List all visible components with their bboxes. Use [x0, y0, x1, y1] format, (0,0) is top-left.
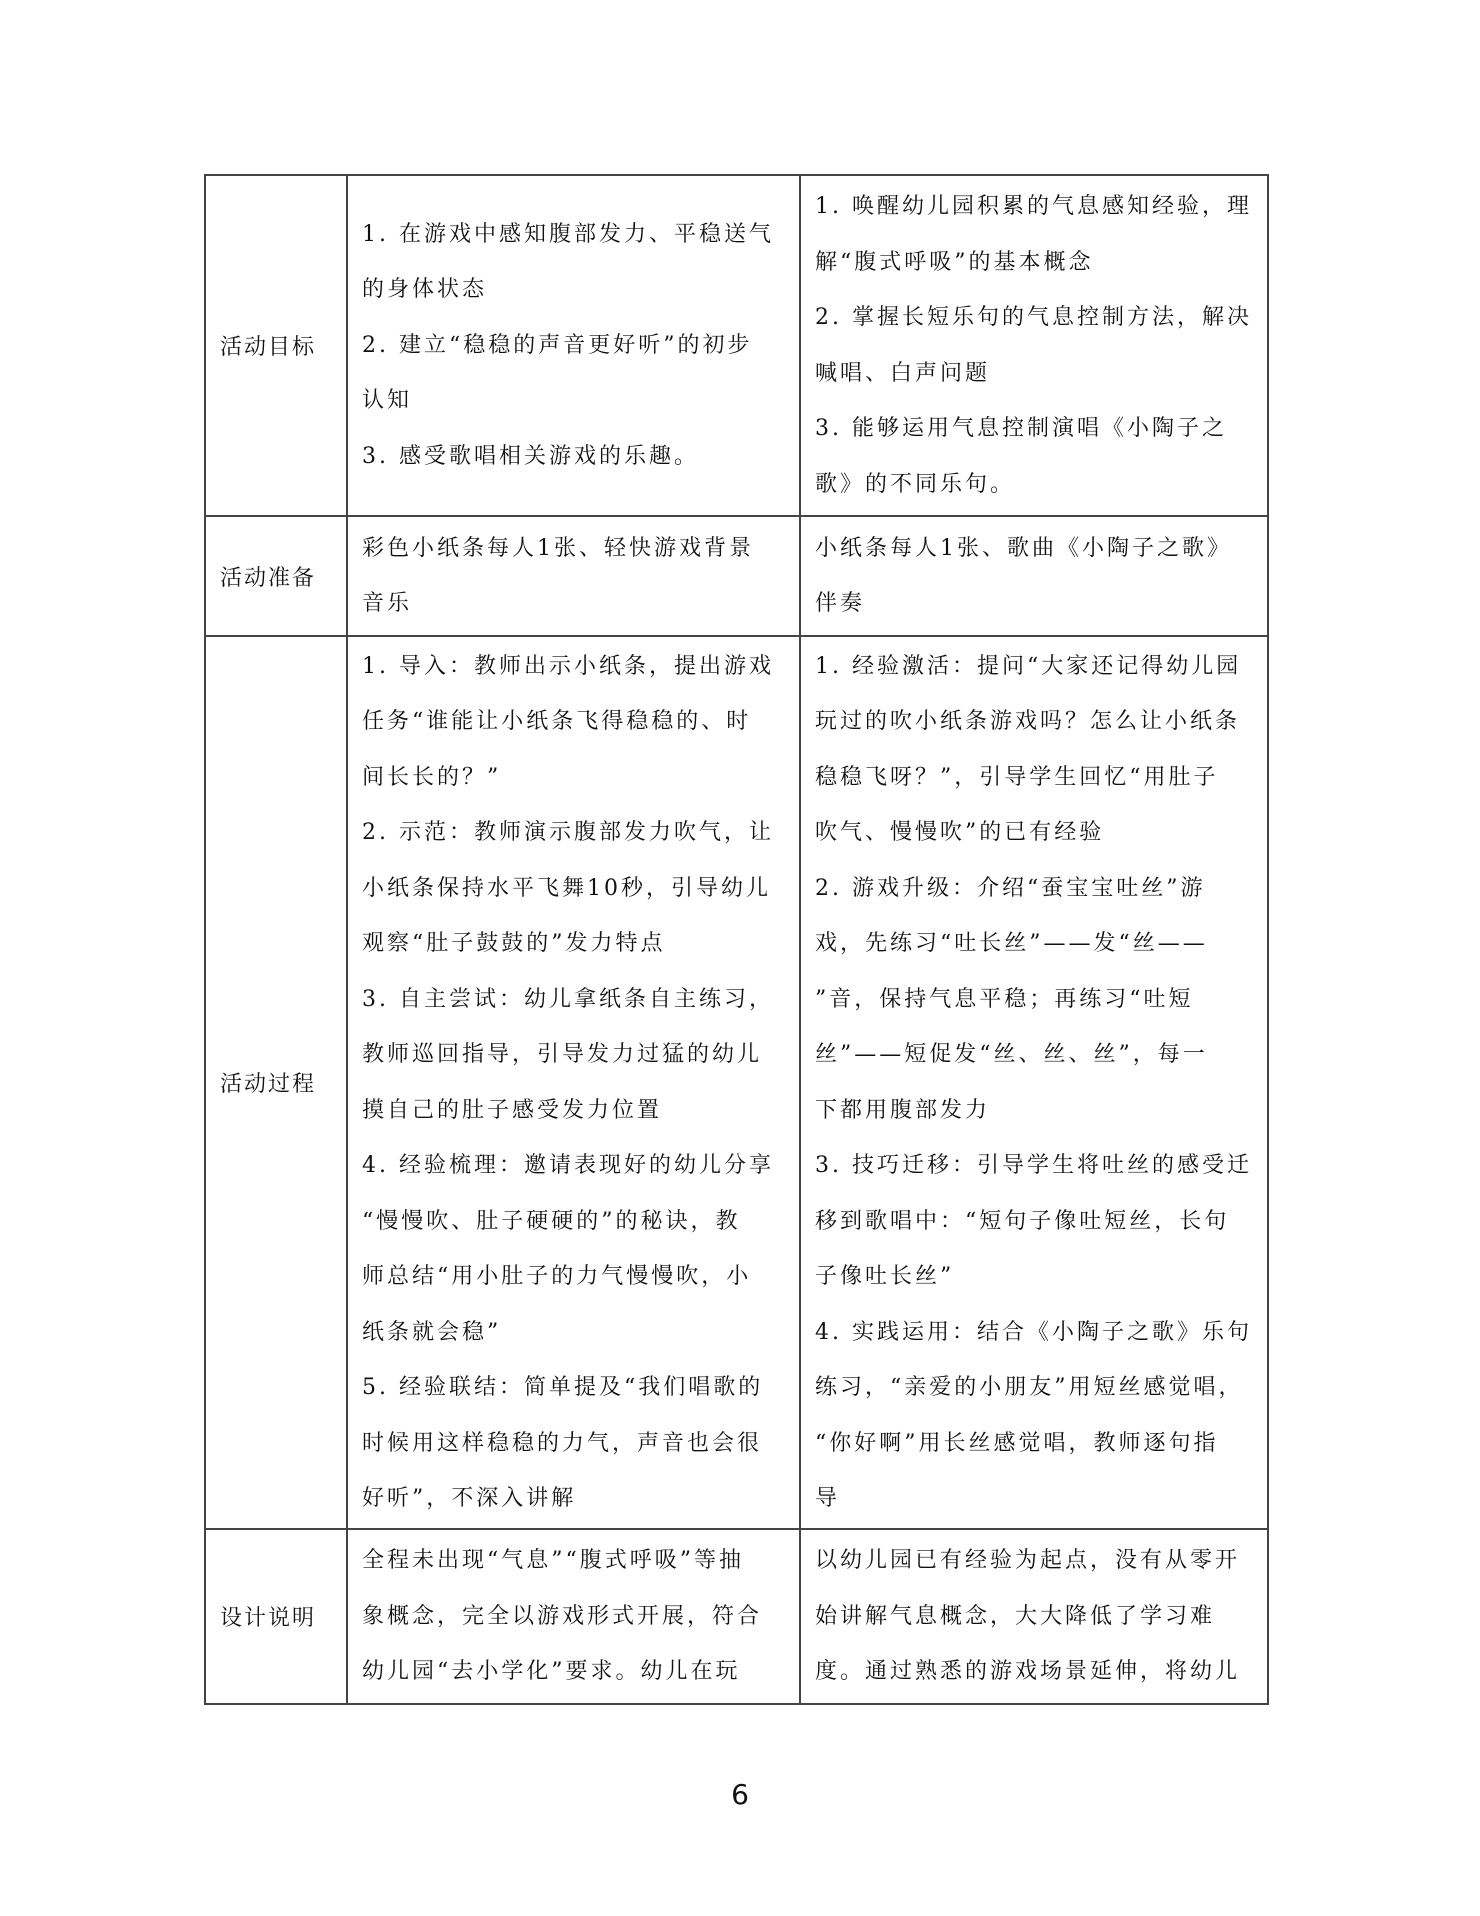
kindergarten-process-cell	[347, 636, 800, 1529]
text-line: 音乐	[362, 591, 413, 616]
text-line: 1. 导入：教师出示小纸条，提出游戏	[362, 653, 774, 679]
text-line: 玩过的吹小纸条游戏吗？怎么让小纸条	[815, 709, 1241, 734]
text-line: 时候用这样稳稳的力气，声音也会很	[362, 1430, 763, 1456]
kindergarten-design-cell	[347, 1529, 800, 1704]
text-line: 3. 技巧迁移：引导学生将吐丝的感受迁	[815, 1153, 1252, 1178]
primary-design-cell	[800, 1529, 1268, 1704]
table-row-design-notes	[205, 1529, 1268, 1704]
text-line: 喊唱、白声问题	[815, 360, 991, 386]
text-line: 2. 游戏升级：介绍“蚕宝宝吐丝”游	[815, 875, 1206, 901]
text-line: 间长长的？”	[362, 764, 502, 790]
text-line: 3. 自主尝试：幼儿拿纸条自主练习，	[362, 986, 774, 1012]
text-line: 吹气、慢慢吹”的已有经验	[815, 820, 1105, 845]
text-line: 下都用腹部发力	[815, 1097, 991, 1123]
table-row-goals	[205, 175, 1268, 516]
text-line: 小纸条每人1张、歌曲《小陶子之歌》	[815, 535, 1232, 561]
text-line: 彩色小纸条每人1张、轻快游戏背景	[362, 535, 754, 561]
table-row-preparation	[205, 516, 1268, 636]
text-line: 3. 能够运用气息控制演唱《小陶子之	[815, 416, 1227, 441]
page-number: 6	[731, 1778, 749, 1811]
text-line: 认知	[362, 388, 413, 414]
text-line: 子像吐长丝”	[815, 1264, 955, 1289]
text-line: 摸自己的肚子感受发力位置	[362, 1097, 663, 1123]
text-line: 戏，先练习“吐长丝”——发“丝——	[815, 931, 1208, 956]
text-line: 1. 唤醒幼儿园积累的气息感知经验，理	[815, 194, 1252, 219]
text-line: 2. 建立“稳稳的声音更好听”的初步	[362, 332, 753, 358]
table-row-process	[205, 636, 1268, 1529]
text-line: 以幼儿园已有经验为起点，没有从零开	[815, 1548, 1241, 1574]
text-line: 教师巡回指导，引导发力过猛的幼儿	[362, 1042, 763, 1067]
text-line: 任务“谁能让小纸条飞得稳稳的、时	[362, 709, 752, 734]
text-line: 3. 感受歌唱相关游戏的乐趣。	[362, 443, 699, 469]
text-line: 度。通过熟悉的游戏场景延伸，将幼儿	[815, 1659, 1241, 1685]
primary-goals-cell	[800, 175, 1268, 516]
text-line: 幼儿园“去小学化”要求。幼儿在玩	[362, 1659, 741, 1685]
text-line: 观察“肚子鼓鼓的”发力特点	[362, 931, 666, 956]
kindergarten-preparation-cell	[347, 516, 800, 636]
text-line: 导	[815, 1486, 841, 1511]
text-line: 2. 掌握长短乐句的气息控制方法，解决	[815, 305, 1252, 330]
text-line: 歌》的不同乐句。	[815, 471, 1016, 497]
row-label-process: 活动过程	[205, 636, 347, 1529]
kindergarten-goals-cell	[347, 175, 800, 516]
row-label-preparation: 活动准备	[205, 516, 347, 636]
row-label-goals: 活动目标	[205, 175, 347, 516]
text-line: 1. 经验激活：提问“大家还记得幼儿园	[815, 653, 1242, 679]
text-line: “慢慢吹、肚子硬硬的”的秘诀，教	[362, 1208, 741, 1234]
text-line: 小纸条保持水平飞舞10秒，引导幼儿	[362, 875, 771, 901]
text-line: 师总结“用小肚子的力气慢慢吹，小	[362, 1264, 752, 1289]
primary-process-cell	[800, 636, 1268, 1529]
text-line: 始讲解气息概念，大大降低了学习难	[815, 1603, 1216, 1629]
text-line: 丝”——短促发“丝、丝、丝”，每一	[815, 1042, 1208, 1067]
text-line: 1. 在游戏中感知腹部发力、平稳送气	[362, 221, 774, 247]
text-line: 象概念，完全以游戏形式开展，符合	[362, 1603, 763, 1629]
primary-preparation-cell	[800, 516, 1268, 636]
lesson-comparison-table	[204, 174, 1269, 1705]
text-line: 4. 经验梳理：邀请表现好的幼儿分享	[362, 1153, 774, 1178]
text-line: 好听”，不深入讲解	[362, 1486, 577, 1511]
text-line: 伴奏	[815, 591, 866, 616]
text-line: 稳稳飞呀？”，引导学生回忆“用肚子	[815, 764, 1219, 790]
text-line: 2. 示范：教师演示腹部发力吹气，让	[362, 820, 774, 845]
text-line: “你好啊”用长丝感觉唱，教师逐句指	[815, 1430, 1219, 1456]
row-label-design-notes: 设计说明	[205, 1529, 347, 1704]
text-line: 4. 实践运用：结合《小陶子之歌》乐句	[815, 1319, 1252, 1345]
text-line: 解“腹式呼吸”的基本概念	[815, 249, 1094, 275]
text-line: ”音，保持气息平稳；再练习“吐短	[815, 986, 1194, 1012]
text-line: 5. 经验联结：简单提及“我们唱歌的	[362, 1375, 764, 1400]
text-line: 全程未出现“气息”“腹式呼吸”等抽	[362, 1548, 744, 1574]
text-line: 移到歌唱中：“短句子像吐短丝，长句	[815, 1208, 1230, 1234]
text-line: 练习，“亲爱的小朋友”用短丝感觉唱，	[815, 1375, 1244, 1400]
text-line: 纸条就会稳”	[362, 1319, 502, 1345]
text-line: 的身体状态	[362, 277, 488, 303]
